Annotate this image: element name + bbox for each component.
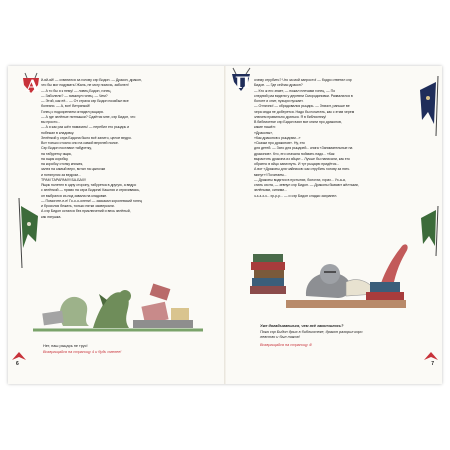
left-corner-ornament-icon <box>12 352 26 360</box>
text-line: Вот только стояло оно на самой верхней полке. <box>41 141 119 145</box>
text-line: Сэр Бидон поставил табуретку, <box>41 146 92 151</box>
text-line: побежал в кладовку. <box>41 130 75 135</box>
text-line: ТРАМ ТАРАРАМ!!! БА-БАХ!! <box>41 177 87 182</box>
book-spread <box>8 66 442 384</box>
text-line: — Заболели? — хмыкнул гонец. — Чем? <box>41 93 108 98</box>
text-line: и потянулся за ведром... <box>41 172 81 177</box>
left-caption: Нет, наш рыцарь не трус! <box>43 344 88 348</box>
text-line: болоте и спит, пузыри пускает. <box>254 99 304 103</box>
text-line: обратно в яйцо запихнуть. И тут рыцарю придётся... <box>254 162 340 166</box>
text-line: Зелёнкой у сэра Бидона было всё залито, целое ведро. <box>41 135 132 140</box>
text-line: Гонец с подозрением оглядел рыцаря. <box>41 109 104 114</box>
text-line: следний раз видели у деревни Смородиновки. Развалился в <box>254 93 353 98</box>
text-line: вырастить дракона из яйца»... Лучше бы написали, как его <box>254 156 350 161</box>
right-page-number: 7 <box>431 361 434 367</box>
text-line: й-яй-яй! — схватился за голову сэр Бидон. — Дракон, дракон, <box>41 78 142 82</box>
text-line: он выбрался из-под завала на кладовке. <box>41 193 108 198</box>
left-body-text <box>41 78 216 220</box>
text-line: злючем правильно драться. Я в библиотеку! <box>254 114 327 119</box>
left-return-link[interactable]: Возвращайся на страницу 4 и будь смелее! <box>43 350 122 354</box>
text-line: на ящик коробку, <box>41 156 69 161</box>
text-line: — А я как раз шёл намазать! — перебил его рыцарь и <box>41 125 130 130</box>
green-pennant-icon <box>418 206 440 256</box>
left-page-number: 6 <box>16 361 19 367</box>
right-caption-heading: Уже догадываешься, чем всё закончилось? <box>260 324 344 328</box>
text-line: какие нашёл: <box>254 125 276 130</box>
text-line: как лягушка. <box>41 214 62 219</box>
text-line: залез на самый верх, встал на цыпочки <box>41 167 106 172</box>
text-line: — Этой, как её... — От страха сэр Бидон позабыл все <box>41 99 129 103</box>
dragon-rubble-illustration <box>33 256 213 336</box>
text-line: и бросился бежать, только пятки засверкали. <box>41 204 115 208</box>
text-line: что бы мог подумать! Жаль, не могу помочь, заболел! <box>41 83 129 88</box>
text-line: В библиотеке сэр Бидон взял все книги про драконов, <box>254 120 342 124</box>
text-line: «Как драконов к рыцарям...» <box>254 135 301 140</box>
text-line: болезни. — А, вот! Ветрянкой! <box>41 104 91 109</box>
text-line: на коробку стопку книжек, <box>41 162 84 166</box>
text-line: для детей. — Зато для рыцарей... книга «Занимательные на <box>254 146 353 151</box>
text-line: — Кто ж его знает, — пожал плечами гонец. — По <box>254 88 336 93</box>
text-line: драконов». Кто, его сначала поймать надо... «Как <box>254 151 335 156</box>
text-line: — Отлично! — обрадовался рыцарь. — Значит, раньше ве <box>254 104 350 109</box>
right-corner-ornament-icon <box>424 352 438 360</box>
text-line: левство и был таков! <box>260 335 300 340</box>
navy-pennant-icon <box>418 76 440 136</box>
text-line: — А то бы я к нему! — ловец Бидон, гонец. <box>41 88 112 93</box>
right-page <box>226 66 442 384</box>
text-line: на табуретку ящик, <box>41 151 72 156</box>
text-line: з-з-з-з-з... хр-р-р... — и сэр Бидон сладко захрапел. <box>254 193 338 198</box>
right-caption-text <box>260 330 363 341</box>
text-line: вы просто... <box>41 120 61 124</box>
text-line: Пока сэр Бидон дрых в библиотеке, дракон разорил коро <box>260 330 363 334</box>
text-line: — Помогите-е-е! Го-о-о-олени! — заскакал королевский гонец <box>41 198 142 203</box>
left-drop-cap: А <box>26 76 40 95</box>
text-line: зелёными, синими... <box>254 188 287 193</box>
text-line: Ящик полетел в одну сторону, табуретка в другую, а ведро <box>41 183 137 187</box>
text-line: спать охота, — зевнул сэр Бидон. — Драконы бывают жёлтыми, <box>254 183 359 187</box>
right-drop-cap: П <box>235 73 251 92</box>
text-line: «Сказки про драконов». Ну, это <box>254 141 305 145</box>
right-return-link[interactable]: Возвращайся на страницу 4! <box>260 343 313 347</box>
text-line: Бидон. — Где сейчас дракон? <box>254 83 303 88</box>
text-line: с зелёнкой — прямо на сэра Бидона! Кашляя и отряхиваясь, <box>41 188 140 193</box>
text-line: чера сюда не доберется. Надо бы почитать, как с этим черем <box>254 109 355 114</box>
text-line: минут»! Почитаем... <box>254 172 287 177</box>
text-line: — Драконы водятся в пустынях, болотах, горах... Ух-а-а, <box>254 177 346 182</box>
left-page <box>8 66 224 384</box>
text-line: А сэр Бидон остался без приключений и весь зелёный, <box>41 209 131 214</box>
knight-reading-illustration <box>246 236 416 316</box>
text-line: А вот «Драконы для чайников: как отрубить голову за пять <box>254 167 350 172</box>
text-line: «Драконы», <box>254 130 274 135</box>
right-body-text <box>254 78 414 199</box>
text-line: — А где зелёные пятнышки? Сдаётся мне, сэр Бидон, что <box>41 114 136 119</box>
text-line: очему отрубить? Что за мой запросто! — бодро ответил сэр <box>254 78 352 82</box>
